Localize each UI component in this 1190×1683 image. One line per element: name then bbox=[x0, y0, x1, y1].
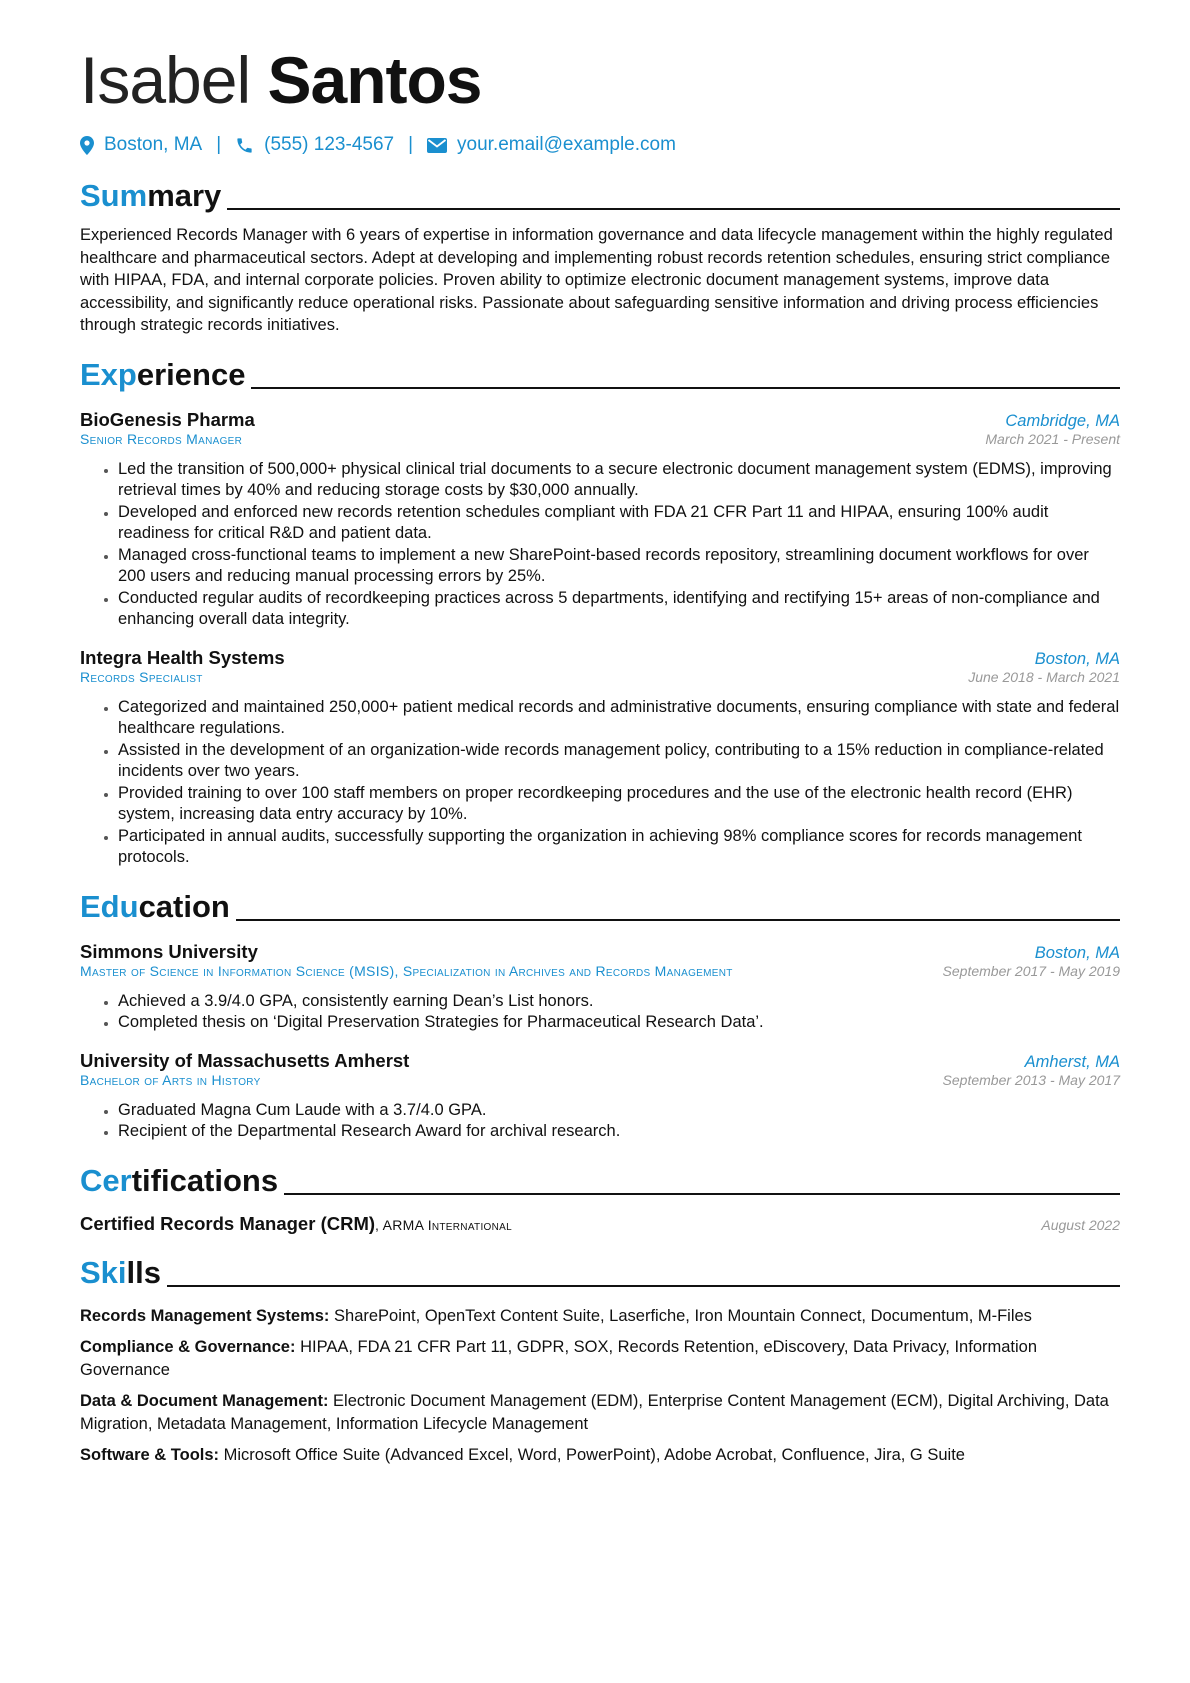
candidate-name bbox=[80, 40, 1120, 120]
bullet-list bbox=[80, 991, 1120, 1034]
location-text: Boston, MA bbox=[104, 134, 203, 155]
entry-dates: June 2018 - March 2021 bbox=[968, 668, 1120, 685]
list-item: • Provided training to over 100 staff members on proper recordkeeping procedures and the use of the electronic health record (EHR) system, increasing data entry accuracy by 10%. bbox=[118, 783, 1120, 826]
experience-title bbox=[80, 357, 245, 393]
contact-location bbox=[80, 134, 202, 156]
section-rule bbox=[284, 1193, 1120, 1195]
skill-values: Electronic Document Management (EDM), Enterprise Content Management (ECM), Digital Archiving, Data Migration, Metadata Management, Information Lifecycle Management bbox=[80, 1392, 1109, 1433]
phone-text[interactable]: (555) 123-4567 bbox=[264, 134, 395, 155]
heading-rest: tifications bbox=[131, 1162, 279, 1198]
summary-text: Experienced Records Manager with 6 years of expertise in information governance and data lifecycle management within the highly regulated healthcare and pharmaceutical sectors. Adept at developing and implementing robust records retention schedules, ensuring strict compliance with HIPAA, FDA, and internal corporate policies. Proven ability to optimize electronic document management systems, improve data accessibility, and significantly reduce operational risks. Passionate about safeguarding sensitive information and driving process efficiencies through strategic records initiatives. bbox=[80, 226, 1113, 334]
entry-dates: September 2017 - May 2019 bbox=[942, 962, 1120, 979]
heading-accent: Cer bbox=[80, 1162, 132, 1198]
list-item: • Completed thesis on ‘Digital Preservation Strategies for Pharmaceutical Research Data’. bbox=[118, 1012, 1120, 1034]
list-item: • Categorized and maintained 250,000+ patient medical records and administrative documents, ensuring compliance with state and federal healthcare regulations. bbox=[118, 697, 1120, 740]
skill-row bbox=[80, 1444, 1120, 1467]
employer-name: Integra Health Systems bbox=[80, 646, 285, 668]
summary-heading bbox=[80, 174, 1120, 214]
certification-entry bbox=[80, 1213, 1120, 1235]
entry-dates: March 2021 - Present bbox=[985, 430, 1120, 447]
section-rule bbox=[167, 1285, 1120, 1287]
experience-entry bbox=[80, 647, 1120, 869]
last-name: Santos bbox=[267, 43, 482, 117]
entry-location: Boston, MA bbox=[1034, 943, 1120, 962]
heading-accent: Edu bbox=[80, 888, 139, 924]
contact-phone[interactable] bbox=[235, 134, 394, 156]
bullet-list bbox=[80, 697, 1120, 869]
heading-accent: Sum bbox=[80, 178, 148, 213]
list-item: • Graduated Magna Cum Laude with a 3.7/4.0 GPA. bbox=[118, 1100, 1120, 1122]
skill-values: SharePoint, OpenText Content Suite, Laserfiche, Iron Mountain Connect, Documentum, M-Files bbox=[329, 1306, 1032, 1325]
skill-category: Data & Document Management: bbox=[80, 1392, 329, 1410]
section-rule bbox=[236, 919, 1120, 921]
skills-heading bbox=[80, 1251, 1120, 1291]
contact-separator: | bbox=[216, 134, 222, 155]
entry-dates: September 2013 - May 2017 bbox=[942, 1071, 1120, 1088]
skills-list bbox=[80, 1305, 1120, 1467]
map-pin-icon bbox=[80, 136, 94, 155]
heading-rest: lls bbox=[126, 1254, 161, 1290]
skill-category: Records Management Systems: bbox=[80, 1306, 330, 1325]
skill-values: HIPAA, FDA 21 CFR Part 11, GDPR, SOX, Records Retention, eDiscovery, Data Privacy, Information Governance bbox=[80, 1338, 1038, 1379]
certification-text bbox=[80, 1213, 512, 1235]
heading-accent: Ski bbox=[80, 1254, 127, 1290]
skill-row bbox=[80, 1336, 1120, 1381]
entry-location: Amherst, MA bbox=[1024, 1052, 1120, 1071]
email-link[interactable]: your.email@example.com bbox=[457, 134, 676, 155]
list-item: • Recipient of the Departmental Research Award for archival research. bbox=[118, 1121, 1120, 1143]
skill-category: Software & Tools: bbox=[80, 1446, 220, 1464]
certification-title: Certified Records Manager (CRM) bbox=[80, 1212, 376, 1234]
list-item: • Conducted regular audits of recordkeeping practices across 5 departments, identifying and rectifying 15+ areas of non-compliance and enhancing overall data integrity. bbox=[118, 588, 1120, 631]
envelope-icon bbox=[427, 138, 447, 153]
list-item: • Managed cross-functional teams to implement a new SharePoint-based records repository, streamlining document workflows for over 200 users and reducing manual processing errors by 25%. bbox=[118, 545, 1120, 588]
phone-icon bbox=[235, 136, 254, 155]
list-item: • Developed and enforced new records retention schedules compliant with FDA 21 CFR Part 11 and HIPAA, ensuring 100% audit readiness for critical R&D and patient data. bbox=[118, 502, 1120, 545]
job-title: Senior Records Manager bbox=[80, 430, 243, 447]
section-rule bbox=[227, 208, 1120, 210]
education-entry bbox=[80, 941, 1120, 1034]
certification-issuer: , ARMA International bbox=[375, 1216, 512, 1233]
education-entry bbox=[80, 1050, 1120, 1143]
skill-row bbox=[80, 1305, 1120, 1328]
employer-name: BioGenesis Pharma bbox=[80, 408, 255, 430]
skill-values: Microsoft Office Suite (Advanced Excel, Word, PowerPoint), Adobe Acrobat, Confluence, Jira, G Suite bbox=[219, 1446, 965, 1464]
skills-title bbox=[80, 1255, 161, 1291]
experience-entry bbox=[80, 409, 1120, 631]
education-heading bbox=[80, 885, 1120, 925]
heading-rest: cation bbox=[138, 888, 230, 924]
contact-separator: | bbox=[408, 134, 414, 155]
education-title bbox=[80, 889, 230, 925]
degree-title: Master of Science in Information Science (MSIS), Specialization in Archives and Records Management bbox=[80, 962, 733, 979]
experience-heading bbox=[80, 353, 1120, 393]
list-item: • Led the transition of 500,000+ physical clinical trial documents to a secure electronic document management system (EDMS), improving retrieval times by 40% and reducing storage costs by $30,000 annually. bbox=[118, 459, 1120, 502]
school-name: Simmons University bbox=[80, 940, 258, 962]
degree-title: Bachelor of Arts in History bbox=[80, 1071, 261, 1088]
first-name: Isabel bbox=[80, 43, 251, 117]
certifications-heading bbox=[80, 1159, 1120, 1199]
entry-location: Cambridge, MA bbox=[1005, 411, 1120, 430]
list-item: • Participated in annual audits, successfully supporting the organization in achieving 98% compliance scores for records management protocols. bbox=[118, 826, 1120, 869]
heading-rest: mary bbox=[147, 178, 222, 213]
heading-accent: Exp bbox=[80, 356, 137, 392]
contact-bar bbox=[80, 132, 1120, 158]
skill-category: Compliance & Governance: bbox=[80, 1338, 296, 1356]
list-item: • Assisted in the development of an organization-wide records management policy, contributing to a 15% reduction in compliance-related incidents over two years. bbox=[118, 740, 1120, 783]
summary-title bbox=[80, 178, 221, 214]
contact-email[interactable] bbox=[427, 134, 676, 156]
skill-row bbox=[80, 1390, 1120, 1435]
resume-page bbox=[80, 40, 1120, 1476]
entry-location: Boston, MA bbox=[1034, 649, 1120, 668]
bullet-list bbox=[80, 1100, 1120, 1143]
section-rule bbox=[251, 387, 1120, 389]
certifications-title bbox=[80, 1163, 278, 1199]
school-name: University of Massachusetts Amherst bbox=[80, 1049, 410, 1071]
job-title: Records Specialist bbox=[80, 668, 203, 685]
bullet-list bbox=[80, 459, 1120, 631]
certification-date: August 2022 bbox=[1041, 1216, 1120, 1233]
list-item: • Achieved a 3.9/4.0 GPA, consistently earning Dean’s List honors. bbox=[118, 991, 1120, 1013]
heading-rest: erience bbox=[136, 356, 246, 392]
